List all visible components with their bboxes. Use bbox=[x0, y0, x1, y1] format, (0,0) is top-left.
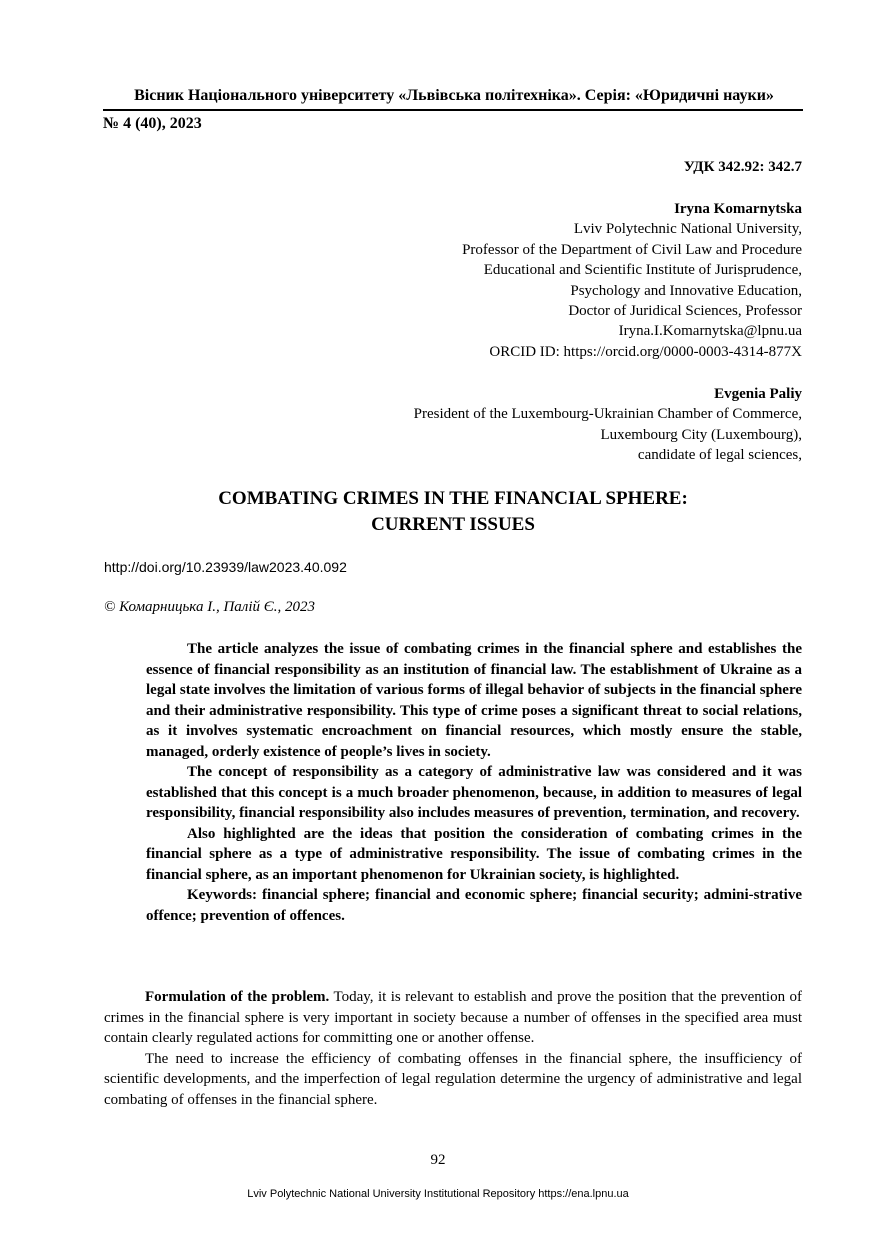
abstract bbox=[146, 639, 802, 926]
doi-link[interactable]: http://doi.org/10.23939/law2023.40.092 bbox=[104, 559, 347, 575]
article-title-line-2: CURRENT ISSUES bbox=[371, 514, 535, 535]
section-lead: Formulation of the problem. bbox=[145, 989, 330, 1005]
author-institute: Educational and Scientific Institute of Jurisprudence, bbox=[483, 262, 802, 279]
author-location: Luxembourg City (Luxembourg), bbox=[600, 426, 802, 443]
author-email[interactable]: Iryna.I.Komarnytska@lpnu.ua bbox=[618, 323, 802, 340]
author-name: Iryna Komarnytska bbox=[674, 201, 802, 217]
page-number: 92 bbox=[430, 1152, 446, 1168]
article-title bbox=[103, 486, 803, 538]
author-degree: Doctor of Juridical Sciences, Professor bbox=[568, 303, 802, 320]
header-rule bbox=[103, 109, 803, 111]
body-paragraph-2: The need to increase the efficiency of combating offenses in the financial sphere, the insufficiency of scientific developments, and the imperfection of legal regulation determine the urgency of administrative and legal combating of offenses in the financial sphere. bbox=[104, 1050, 802, 1108]
author-block-komarnytska bbox=[462, 199, 802, 362]
abstract-paragraph: Also highlighted are the ideas that position the consideration of combating crimes in the financial sphere as a type of administrative responsibility. The issue of combating crimes in the financial sphere, as an important phenomenon for Ukrainian society, is highlighted. bbox=[146, 825, 802, 883]
article-title-line-1: COMBATING CRIMES IN THE FINANCIAL SPHERE: bbox=[218, 488, 688, 509]
author-degree: candidate of legal sciences, bbox=[637, 447, 802, 464]
author-position: President of the Luxembourg-Ukrainian Chamber of Commerce, bbox=[413, 406, 802, 423]
author-position: Professor of the Department of Civil Law and Procedure bbox=[462, 241, 802, 258]
abstract-paragraph: The article analyzes the issue of combating crimes in the financial sphere and establishes the essence of financial responsibility as an institution of financial law. The establishment of Ukraine as a legal state involves the limitation of various forms of illegal behavior of subjects in the financial sphere and their administrative responsibility. This type of crime poses a significant threat to social relations, as it involves systematic encroachment on financial resources, which mostly ensure the stable, managed, orderly existence of people’s lives in society. bbox=[146, 641, 802, 760]
udk-code: УДК 342.92: 342.7 bbox=[683, 159, 802, 175]
repository-footer: Lviv Polytechnic National University Institutional Repository https://ena.lpnu.ua bbox=[247, 1188, 629, 1200]
author-name: Evgenia Paliy bbox=[714, 386, 802, 402]
author-orcid[interactable]: ORCID ID: https://orcid.org/0000-0003-4314-877X bbox=[489, 343, 802, 360]
body-text bbox=[104, 987, 802, 1110]
author-affiliation: Lviv Polytechnic National University, bbox=[573, 221, 802, 238]
body-paragraph-1 bbox=[104, 987, 802, 1049]
journal-title: Вісник Національного університету «Львівська політехніка». Серія: «Юридичні науки» bbox=[134, 87, 774, 104]
body-paragraph-1-text: Today, it is relevant to establish and prove the position that the prevention of crimes in the financial sphere is very important in society because a number of offenses in the specified area must contain clearly regulated actions for committing one or another offense. bbox=[104, 989, 803, 1046]
copyright-notice: © Комарницька І., Палій Є., 2023 bbox=[104, 599, 316, 615]
author-institute-cont: Psychology and Innovative Education, bbox=[570, 282, 802, 299]
issue-number: № 4 (40), 2023 bbox=[103, 115, 202, 132]
abstract-keywords: Keywords: financial sphere; financial and economic sphere; financial security; admini-strative offence; prevention of offences. bbox=[146, 887, 802, 924]
author-block-paliy bbox=[414, 384, 802, 466]
abstract-paragraph: The concept of responsibility as a category of administrative law was considered and it was established that this concept is a much broader phenomenon, because, in addition to measures of legal responsibility, financial responsibility also includes measures of prevention, termination, and recovery. bbox=[146, 764, 802, 821]
